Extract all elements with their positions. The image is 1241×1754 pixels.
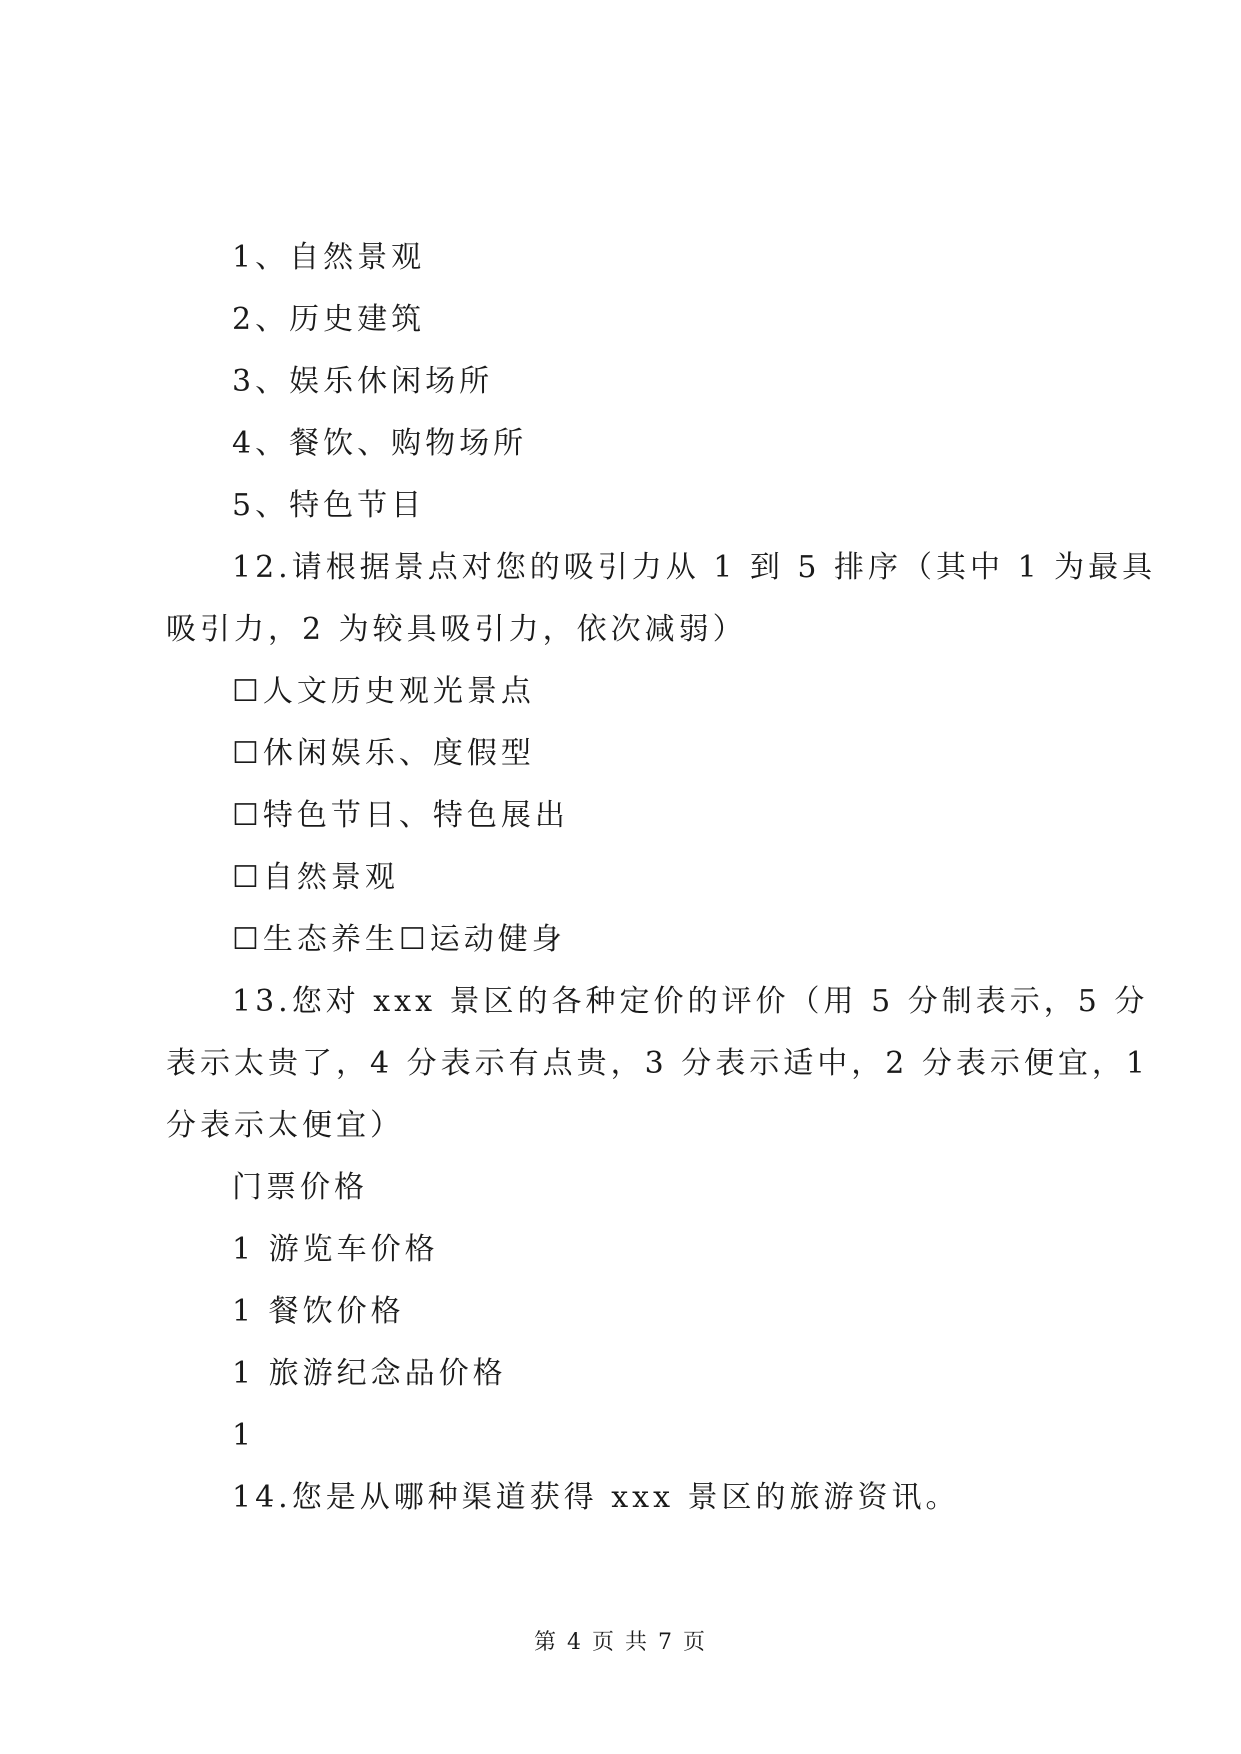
- price-item-dining: 1 餐饮价格: [232, 1294, 405, 1329]
- price-item-ticket: 门票价格: [232, 1170, 368, 1205]
- price-item-score: 1: [232, 1418, 256, 1453]
- option-natural-scenery: 1、自然景观: [232, 240, 426, 275]
- question-13-line-1: 13.您对 xxx 景区的各种定价的评价（用 5 分制表示，5 分: [232, 984, 1149, 1019]
- question-14: 14.您是从哪种渠道获得 xxx 景区的旅游资讯。: [232, 1480, 960, 1515]
- page-footer: 第 4 页 共 7 页: [534, 1630, 707, 1655]
- question-12-line-1: 12.请根据景点对您的吸引力从 1 到 5 排序（其中 1 为最具: [232, 550, 1157, 585]
- checkbox-item-leisure-resort: ☐休闲娱乐、度假型: [232, 736, 535, 771]
- question-13-line-2: 表示太贵了，4 分表示有点贵，3 分表示适中，2 分表示便宜，1: [166, 1046, 1149, 1081]
- option-historic-buildings: 2、历史建筑: [232, 302, 426, 337]
- option-dining-shopping: 4、餐饮、购物场所: [232, 426, 528, 461]
- checkbox-item-wellness-sports: ☐生态养生☐运动健身: [232, 922, 566, 957]
- checkbox-item-cultural-history: ☐人文历史观光景点: [232, 674, 535, 709]
- option-entertainment-venues: 3、娱乐休闲场所: [232, 364, 494, 399]
- checkbox-item-festivals-exhibits: ☐特色节日、特色展出: [232, 798, 569, 833]
- price-item-tour-bus: 1 游览车价格: [232, 1232, 439, 1267]
- checkbox-item-natural-scenery: ☐自然景观: [232, 860, 399, 895]
- option-special-programs: 5、特色节目: [232, 488, 426, 523]
- question-13-line-3: 分表示太便宜）: [166, 1108, 404, 1143]
- price-item-souvenir: 1 旅游纪念品价格: [232, 1356, 507, 1391]
- question-12-line-2: 吸引力，2 为较具吸引力，依次减弱）: [166, 612, 747, 647]
